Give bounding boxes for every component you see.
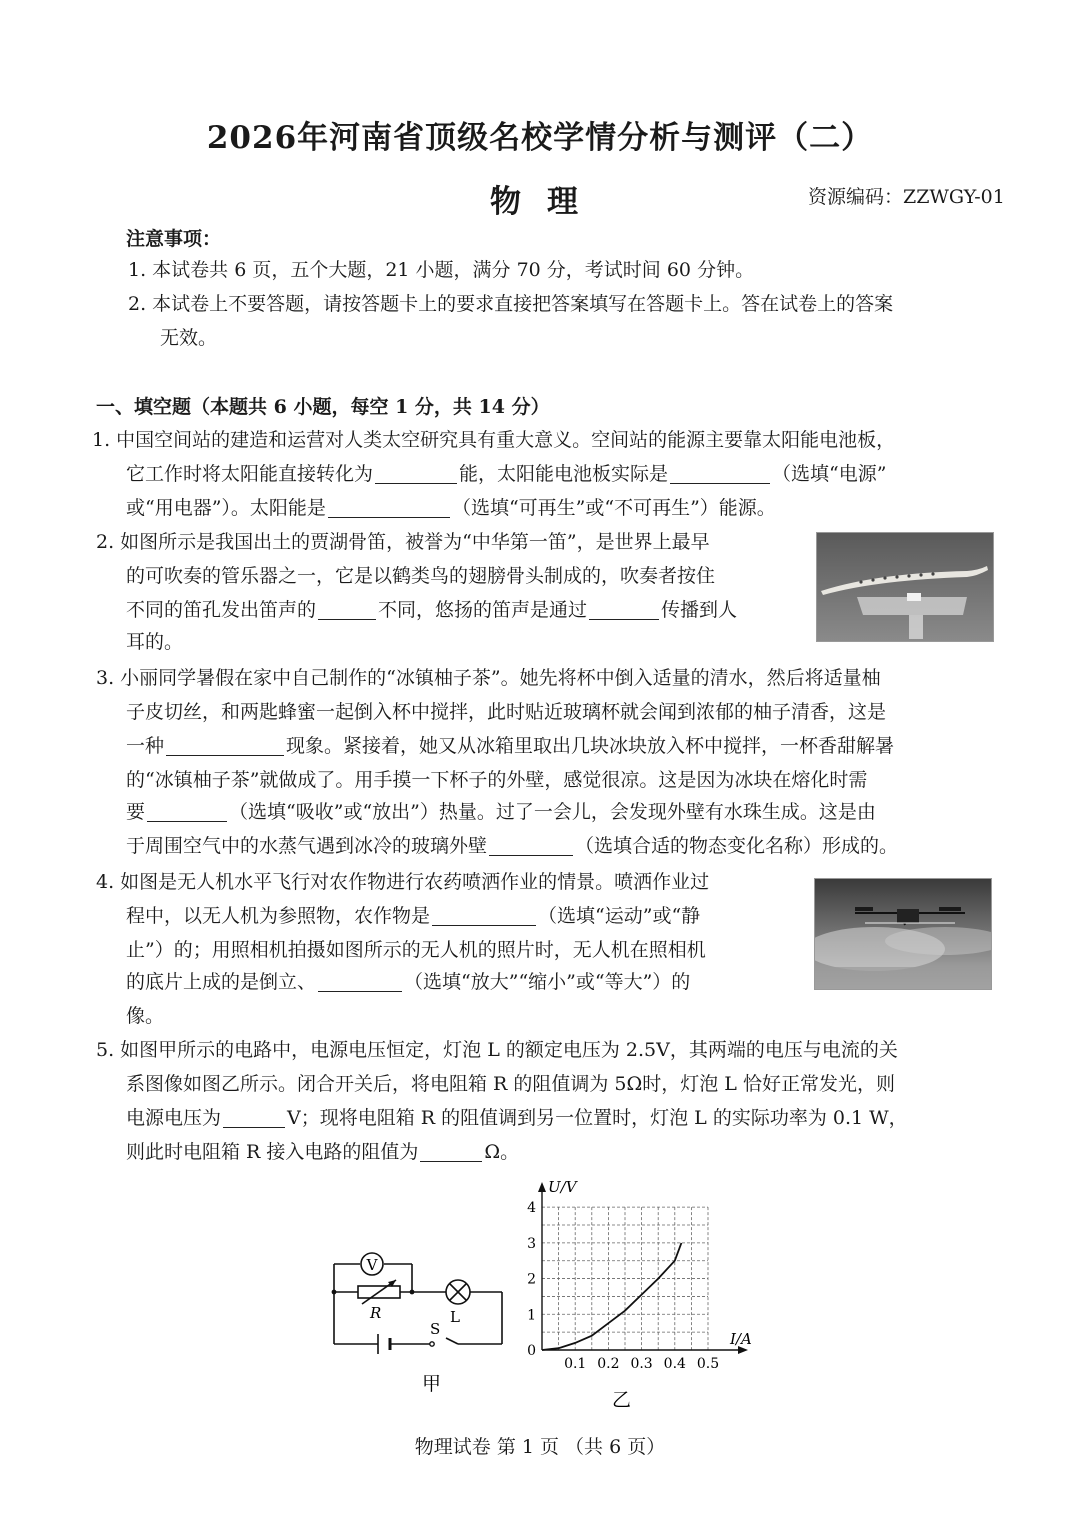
- answer-blank: [420, 1141, 482, 1162]
- y-tick-label: 3: [527, 1235, 536, 1252]
- q4-text: （选填“放大”“缩小”或“等大”）的: [404, 971, 691, 993]
- q3-line5: [126, 798, 876, 826]
- q2-text: 不同的笛孔发出笛声的: [126, 599, 317, 621]
- answer-blank: [328, 497, 450, 518]
- q3-text: 要: [126, 801, 146, 823]
- q3-text: 现象。紧接着，她又从冰箱里取出几块冰块放入杯中搅拌，一杯香甜解暑: [286, 735, 895, 757]
- q2-text: 传播到人: [661, 599, 738, 621]
- x-tick-label: 0.3: [630, 1356, 653, 1372]
- q1-text: 能，太阳能电池板实际是: [459, 463, 669, 485]
- q1-text: 或“用电器”）。太阳能是: [126, 497, 326, 519]
- drone-spraying-image: [815, 879, 991, 989]
- answer-blank: [166, 735, 284, 756]
- q3-line4: 的“冰镇柚子茶”就做成了。用手摸一下杯子的外壁，感觉很凉。这是因为冰块在熔化时需: [126, 769, 868, 791]
- y-tick-label: 0: [527, 1343, 536, 1359]
- q5-text: 电源电压为: [126, 1107, 222, 1129]
- q3-text: 一种: [126, 735, 165, 757]
- q3-line2: 子皮切丝，和两匙蜂蜜一起倒入杯中搅拌，此时贴近玻璃杯就会闻到浓郁的柚子清香，这是: [126, 701, 887, 723]
- note-item-2-cont: 无效。: [160, 327, 218, 349]
- q3-text: 于周围空气中的水蒸气遇到冰冷的玻璃外壁: [126, 835, 488, 857]
- resistor-label: R: [370, 1304, 382, 1322]
- y-axis-arrow: [538, 1182, 546, 1192]
- q4-text: 程中，以无人机为参照物，农作物是: [126, 905, 431, 927]
- chart-caption: 乙: [612, 1389, 632, 1411]
- q2-text: 不同，悠扬的笛声是通过: [378, 599, 588, 621]
- q4-text: 的底片上成的是倒立、: [126, 971, 317, 993]
- answer-blank: [670, 463, 770, 484]
- bone-flute-photo: [816, 532, 994, 642]
- note-item-2: 2. 本试卷上不要答题，请按答题卡上的要求直接把答案填写在答题卡上。答在试卷上的答案: [128, 293, 894, 315]
- x-tick-label: 0.4: [663, 1356, 686, 1372]
- q4-line4: [126, 968, 690, 996]
- y-tick-label: 1: [527, 1307, 536, 1324]
- q4-line2: [126, 902, 700, 930]
- voltmeter-label: V: [366, 1256, 378, 1274]
- circuit-diagram: [322, 1240, 522, 1410]
- x-tick-label: 0.2: [597, 1356, 620, 1372]
- answer-blank: [432, 905, 536, 926]
- x-tick-label: 0.1: [564, 1356, 587, 1372]
- q3-line3: [126, 732, 894, 760]
- lamp-label: L: [450, 1308, 460, 1326]
- ui-graph: [516, 1176, 776, 1416]
- answer-blank: [318, 971, 402, 992]
- chart-grid: [542, 1207, 708, 1350]
- q4-line1: 4. 如图是无人机水平飞行对农作物进行农药喷洒作业的情景。喷洒作业过: [96, 871, 710, 893]
- q2-line2: 的可吹奏的管乐器之一，它是以鹤类鸟的翅膀骨头制成的，吹奏者按住: [126, 565, 716, 587]
- answer-blank: [589, 599, 659, 620]
- note-item-1: 1. 本试卷共 6 页，五个大题，21 小题，满分 70 分，考试时间 60 分钟。: [128, 259, 755, 281]
- y-tick-label: 2: [527, 1271, 536, 1288]
- page-footer: 物理试卷 第 1 页 （共 6 页）: [414, 1436, 666, 1458]
- x-tick-label: 0.5: [696, 1356, 720, 1372]
- resource-code: 资源编码：ZZWGY-01: [808, 186, 1005, 208]
- notes-heading: 注意事项：: [126, 228, 222, 250]
- answer-blank: [375, 463, 457, 484]
- circuit-caption: 甲: [422, 1373, 442, 1395]
- q4-line3: 止”）的；用照相机拍摄如图所示的无人机的照片时，无人机在照相机: [126, 939, 706, 961]
- q5-text: 则此时电阻箱 R 接入电路的阻值为: [126, 1141, 419, 1163]
- drone-photo: [814, 878, 992, 990]
- bone-flute-image: [817, 533, 993, 641]
- answer-blank: [223, 1107, 285, 1128]
- y-axis-label: U/V: [548, 1178, 577, 1196]
- q5-line4: [126, 1138, 519, 1166]
- q1-text: （选填“电源”: [772, 463, 887, 485]
- switch-label: S: [430, 1320, 441, 1338]
- answer-blank: [147, 801, 227, 822]
- q2-line3: [126, 596, 737, 624]
- exam-title: 2026年河南省顶级名校学情分析与测评（二）: [206, 120, 874, 156]
- q4-line5: 像。: [126, 1005, 165, 1027]
- q3-line6: [126, 832, 898, 860]
- q2-line1: 2. 如图所示是我国出土的贾湖骨笛，被誉为“中华第一笛”，是世界上最早: [96, 531, 710, 553]
- q5-line1: 5. 如图甲所示的电路中，电源电压恒定，灯泡 L 的额定电压为 2.5V，其两端的电压与电流的关: [96, 1039, 898, 1061]
- y-tick-label: 4: [527, 1200, 536, 1217]
- x-axis-label: I/A: [730, 1330, 752, 1348]
- q4-text: （选填“运动”或“静: [538, 905, 701, 927]
- chart-ticks: [527, 1200, 719, 1372]
- subject-title: 物理: [490, 184, 604, 220]
- q1-line1: 1. 中国空间站的建造和运营对人类太空研究具有重大意义。空间站的能源主要靠太阳能电池板，: [92, 429, 896, 451]
- section-heading: 一、填空题（本题共 6 小题，每空 1 分，共 14 分）: [96, 396, 550, 418]
- chart-axes: [538, 1182, 748, 1354]
- answer-blank: [489, 835, 573, 856]
- q5-text: Ω。: [484, 1141, 520, 1163]
- q3-line1: 3. 小丽同学暑假在家中自己制作的“冰镇柚子茶”。她先将杯中倒入适量的清水，然后将适量柚: [96, 667, 881, 689]
- q2-line4: 耳的。: [126, 631, 184, 653]
- q3-text: （选填“吸收”或“放出”）热量。过了一会儿，会发现外壁有水珠生成。这是由: [229, 801, 876, 823]
- q1-text: （选填“可再生”或“不可再生”）能源。: [451, 497, 776, 519]
- answer-blank: [318, 599, 376, 620]
- q5-line2: 系图像如图乙所示。闭合开关后，将电阻箱 R 的阻值调为 5Ω时，灯泡 L 恰好正常发光，则: [126, 1073, 895, 1095]
- q1-line3: [126, 494, 776, 522]
- q5-line3: [126, 1104, 908, 1132]
- q1-text: 它工作时将太阳能直接转化为: [126, 463, 374, 485]
- q5-text: V；现将电阻箱 R 的阻值调到另一位置时，灯泡 L 的实际功率为 0.1 W，: [287, 1107, 908, 1129]
- q1-line2: [126, 460, 886, 488]
- q3-text: （选填合适的物态变化名称）形成的。: [575, 835, 899, 857]
